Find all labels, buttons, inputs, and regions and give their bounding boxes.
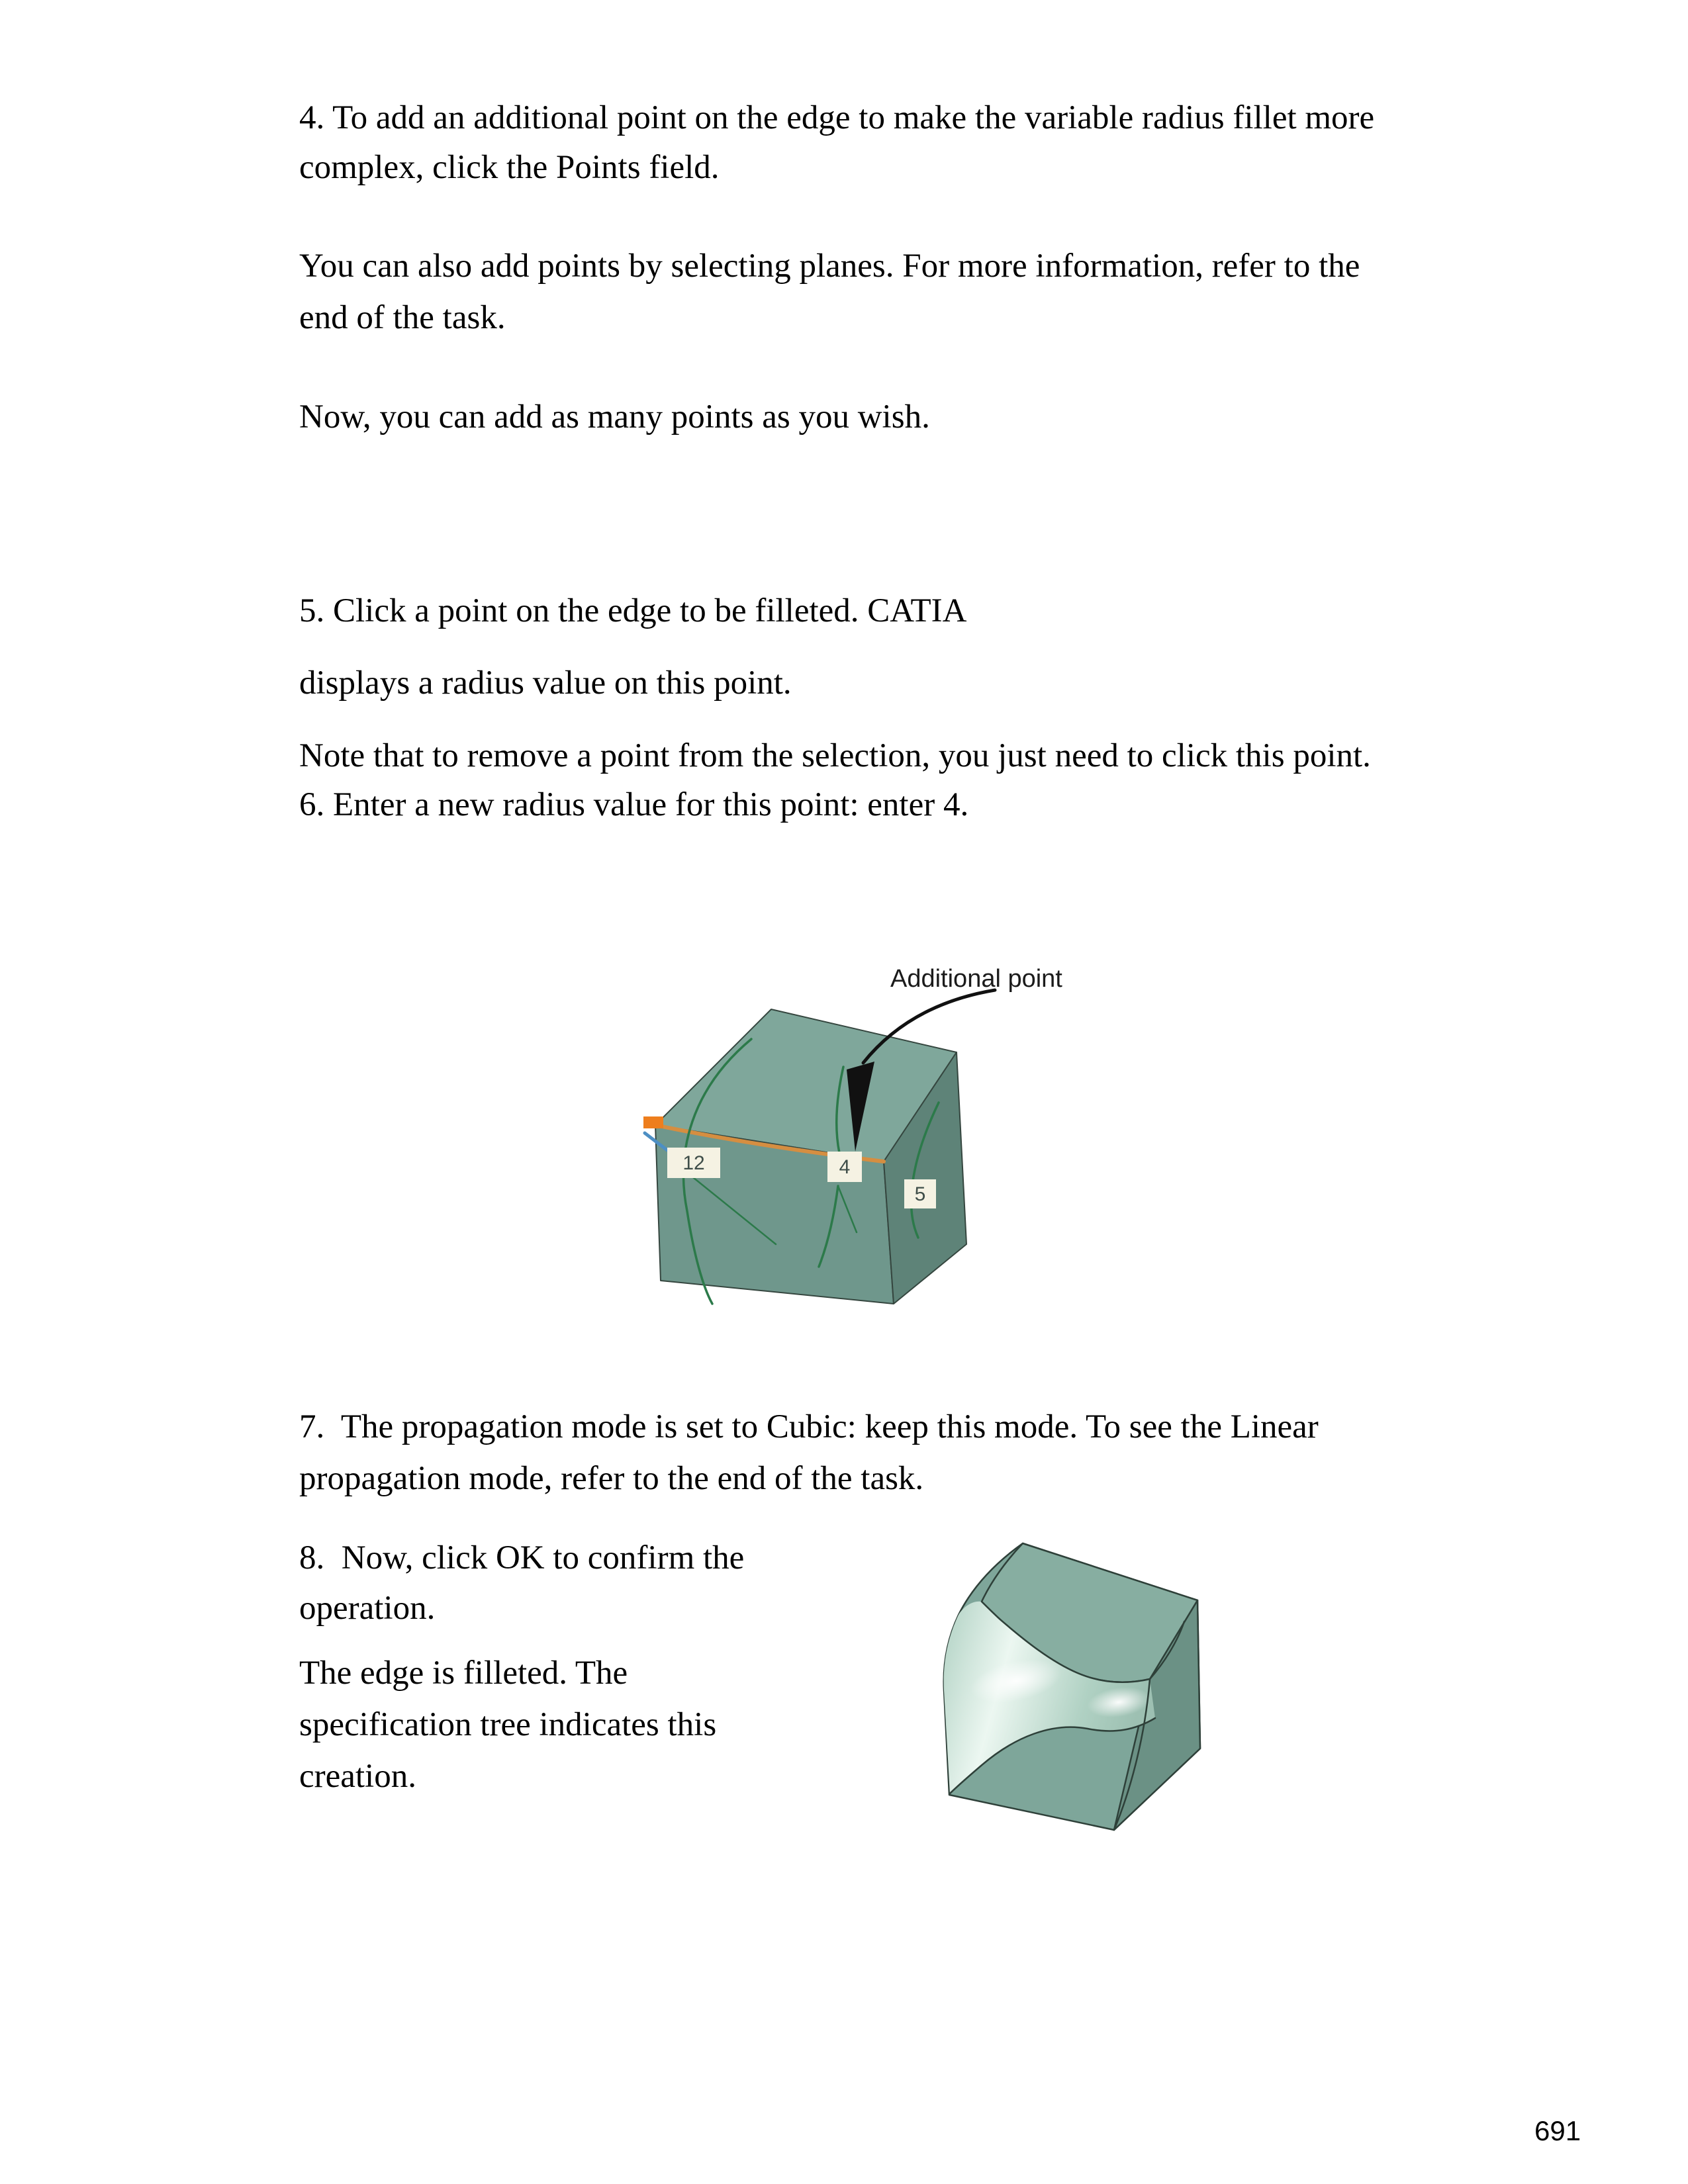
step6-line: 6. Enter a new radius value for this point: enter 4. — [299, 786, 969, 823]
radius-label-5 — [904, 1179, 936, 1208]
planes-line-2: end of the task. — [299, 299, 506, 336]
page-number: 691 — [1534, 2115, 1581, 2146]
figure-filleted-result-svg — [917, 1522, 1208, 1833]
figure1-caption: Additional point — [890, 965, 1062, 993]
step5-line-1: 5. Click a point on the edge to be filleted. CATIA — [299, 592, 967, 629]
figure-additional-point — [629, 953, 1132, 1324]
step4-line-1: 4. To add an additional point on the edge to make the variable radius fillet more — [299, 99, 1375, 136]
result-line-1: The edge is filleted. The — [299, 1655, 628, 1692]
radius-label-4 — [827, 1152, 862, 1182]
note-line: Note that to remove a point from the selection, you just need to click this point. — [299, 737, 1371, 774]
step4-line-2: complex, click the Points field. — [299, 149, 720, 186]
radius-label-4-value: 4 — [839, 1156, 851, 1178]
step7-line-2: propagation mode, refer to the end of the task. — [299, 1460, 924, 1497]
displays-line: displays a radius value on this point. — [299, 664, 792, 702]
radius-label-12-value: 12 — [682, 1152, 705, 1174]
figure-additional-point-svg — [629, 953, 1132, 1324]
radius-label-12 — [667, 1148, 720, 1178]
step8-line-2: operation. — [299, 1590, 436, 1627]
result-line-3: creation. — [299, 1758, 416, 1795]
planes-line-1: You can also add points by selecting planes. For more information, refer to the — [299, 248, 1360, 285]
step8-line-1: 8. Now, click OK to confirm the — [299, 1539, 745, 1576]
step7-line-1: 7. The propagation mode is set to Cubic: keep this mode. To see the Linear — [299, 1408, 1319, 1445]
now-line: Now, you can add as many points as you wish. — [299, 398, 930, 435]
radius-label-5-value: 5 — [914, 1183, 926, 1205]
figure-filleted-result — [917, 1522, 1208, 1833]
result-line-2: specification tree indicates this — [299, 1706, 717, 1743]
edge-start-marker — [643, 1116, 663, 1128]
